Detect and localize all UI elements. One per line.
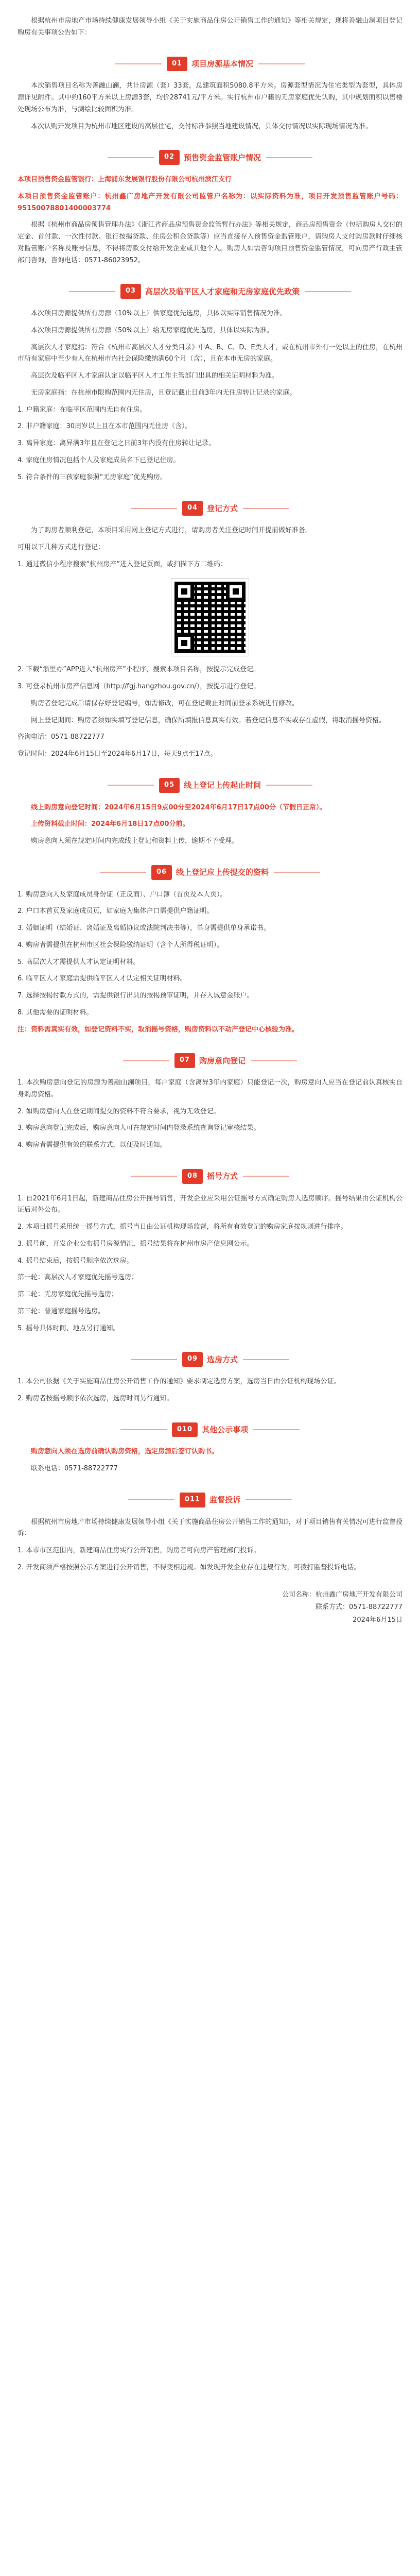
paragraph: 第一轮：高层次人才家庭优先摇号选房； <box>18 1274 138 1282</box>
list-item: 5. 符合条件的三孩家庭参照“无房家庭”优先购房。 <box>18 473 167 481</box>
section-badge: 08 <box>182 1169 203 1184</box>
divider <box>243 1176 289 1177</box>
materials-note: 注：资料需真实有效，如登记资料不实，取消摇号资格，购房资料以不动产登记中心核验为准。 <box>18 1025 299 1033</box>
contact-phone: 联系电话：0571-88722777 <box>31 1465 118 1472</box>
paragraph: 1. 本市市区范围内，新建商品住房实行公开销售，购房者可向房产管理部门投诉。 <box>18 1547 260 1554</box>
online-register-time: 线上购房意向登记时间：2024年6月15日9点00分至2024年6月17日17点00分（节假日正常）。 <box>31 803 326 811</box>
paragraph: 3. 摇号前，开发企业公布摇号房源情况，摇号结果将在杭州市房产信息网公示。 <box>18 1240 254 1248</box>
section-badge: 01 <box>167 57 187 72</box>
paragraph: 第三轮：普通家庭摇号选房。 <box>18 1307 105 1315</box>
section-badge: 09 <box>182 1352 203 1367</box>
section-10-header <box>18 1422 402 1437</box>
divider <box>131 1359 177 1360</box>
materials-list <box>18 889 402 1019</box>
section-3-header <box>18 284 402 299</box>
divider <box>243 1359 289 1360</box>
qr-finder-icon <box>174 582 194 601</box>
divider <box>108 157 154 158</box>
consult-phone: 咨询电话：0571-88722777 <box>18 733 104 741</box>
paragraph: 2. 下载“浙里办”APP进入“杭州房产”小程序，搜索本项目名称，按提示完成登记。 <box>18 666 260 674</box>
company-phone: 联系方式：0571-88722777 <box>316 1603 402 1612</box>
list-item: 8. 其他需要的证明材料。 <box>18 1008 93 1016</box>
intro-paragraph: 根据杭州市房地产市场持续健康发展领导小组《关于实施商品住房公开销售工作的通知》等相关规定，现将善融山澜项目登记购房有关事项公告如下： <box>18 17 402 37</box>
section-8-header <box>18 1169 402 1184</box>
section-badge: 011 <box>180 1493 205 1507</box>
list-item: 7. 选择按揭付款方式的，需提供银行出具的按揭预审证明，并存入诚意金账户。 <box>18 992 254 999</box>
paragraph: 2. 开发商须严格按照公示方案进行公开销售，不得变相违规。如发现开发企业存在违规行为，可拨打监督投诉电话。 <box>18 1563 361 1571</box>
divider <box>69 291 115 292</box>
paragraph: 1. 自2021年6月1日起，新建商品住房公开摇号销售，开发企业应采用公证摇号方式确定购房人选房顺序。摇号结果由公证机构公证后对外公布。 <box>18 1194 402 1214</box>
section-badge: 02 <box>159 150 180 165</box>
list-item: 6. 临平区人才家庭需提供临平区人才认定相关证明材料。 <box>18 975 187 983</box>
divider <box>274 872 320 873</box>
paragraph: 根据杭州市房地产市场持续健康发展领导小组《关于实施商品住房公开销售工作的通知》，对于项目销售有关情况可进行监督投诉： <box>18 1518 402 1538</box>
paragraph: 本次项目房源提供所有房源（10%以上）供家庭优先选房，具体以实际销售情况为准。 <box>31 310 287 317</box>
register-time: 登记时间：2024年6月15日至2024年6月17日，每天9点至17点。 <box>18 750 217 758</box>
paragraph: 2. 本项目摇号采用统一摇号方式，摇号当日由公证机构现场监督，将所有有效登记的购房家庭按规则进行排序。 <box>18 1223 347 1231</box>
section-6-header <box>18 865 402 880</box>
divider <box>243 508 289 509</box>
divider <box>108 785 154 786</box>
section-9-header <box>18 1352 402 1367</box>
paragraph: 本次认购开发项目为杭州市地区建设的高层住宅，交付标准参照当地建设情况，具体交付情况以实际现场情况为准。 <box>31 122 373 130</box>
divider <box>266 157 312 158</box>
condition-list <box>18 404 402 484</box>
qr-finder-icon <box>226 582 246 601</box>
section-title: 线上登记应上传提交的资料 <box>176 868 269 877</box>
section-badge: 06 <box>151 865 172 880</box>
section-2-header <box>18 150 402 165</box>
list-item: 3. 离异家庭：离异满3年且在登记之日前3年内没有住房转让记录。 <box>18 439 216 447</box>
section-5-header <box>18 778 402 793</box>
paragraph: 3. 购房意向登记完成后，购房意向人可在规定时间内登录系统查询登记审核结果。 <box>18 1124 260 1132</box>
divider <box>253 1429 300 1430</box>
footer <box>18 1589 402 1626</box>
paragraph: 4. 摇号结束后，按摇号顺序依次选房。 <box>18 1257 133 1265</box>
bank-name: 本项目预售资金监管银行：上海浦东发展银行股份有限公司杭州滨江支行 <box>18 176 232 183</box>
paragraph: 2. 购房者按摇号顺序依次选房，选房时间另行通知。 <box>18 1394 173 1402</box>
qr-finder-icon <box>174 633 194 653</box>
divider <box>100 872 146 873</box>
section-badge: 010 <box>172 1422 198 1437</box>
divider <box>128 1499 174 1500</box>
paragraph: 5. 摇号具体时间、地点另行通知。 <box>18 1324 120 1332</box>
paragraph: 可用以下几种方式进行登记： <box>18 543 105 551</box>
paragraph: 无房家庭指：在杭州市限购范围内无住房，且登记截止日前3年内无住房转让记录的家庭。 <box>31 388 296 397</box>
divider <box>115 63 162 64</box>
list-item: 5. 高层次人才需提供人才认定证明材料。 <box>18 958 140 966</box>
paragraph: 本次项目房源提供所有房源（50%以上）给无房家庭优先选房，具体以实际为准。 <box>31 326 273 334</box>
paragraph: 购房者登记完成后请保存好登记编号，如需修改，可在登记截止时间前登录系统进行修改。 <box>31 699 299 707</box>
section-title: 项目房源基本情况 <box>191 59 254 69</box>
list-item: 2. 非户籍家庭：30周岁以上且在本市范围内无住房（含）。 <box>18 422 192 431</box>
section-1-header <box>18 57 402 72</box>
section-title: 登记方式 <box>207 503 238 513</box>
divider <box>251 1060 297 1061</box>
qr-code-icon[interactable] <box>171 579 249 656</box>
divider <box>120 1429 167 1430</box>
section-badge: 07 <box>174 1053 195 1068</box>
paragraph: 购房意向人须在选房前确认购房资格，选定房源后签订认购书。 <box>31 1448 219 1456</box>
divider <box>305 291 351 292</box>
paragraph: 1. 本次购房意向登记的房源为善融山澜项目，每户家庭（含离异3年内家庭）只能登记一次，购房意向人应当在登记前认真核实自身购房资格。 <box>18 1079 402 1098</box>
divider <box>131 1176 177 1177</box>
section-title: 监督投诉 <box>209 1495 241 1504</box>
divider <box>123 1060 169 1061</box>
section-badge: 04 <box>182 501 203 516</box>
section-11-header <box>18 1493 402 1507</box>
upload-deadline: 上传资料截止时间：2024年6月18日17点00分前。 <box>31 820 189 828</box>
publish-date: 2024年6月15日 <box>353 1616 402 1624</box>
divider <box>258 63 305 64</box>
section-4-header <box>18 501 402 516</box>
section-title: 摇号方式 <box>207 1172 238 1181</box>
paragraph: 4. 购房者需提供有效的联系方式，以便及时通知。 <box>18 1141 167 1149</box>
paragraph: 高层次及临平区人才家庭认定以临平区人才工作主管部门出具的相关证明材料为准。 <box>31 372 279 380</box>
list-item: 3. 婚姻证明（结婚证、离婚证及离婚协议或法院判决书等），单身需提供单身承诺书。 <box>18 924 271 932</box>
list-item: 4. 购房者需提供在杭州市区社会保险缴纳证明（含个人所得税证明）。 <box>18 941 224 949</box>
bank-account: 本项目预售资金监管账户：杭州鑫广房地产开发有限公司监管户名称为：以实际资料为准，项目开发预售监管账户号码：95150078801400003774 <box>18 192 402 212</box>
section-badge: 03 <box>120 284 141 299</box>
list-item: 2. 户口本首页及家庭成员页，如家庭为集体户口需提供户籍证明。 <box>18 907 214 916</box>
paragraph: 网上登记期间：购房者须如实填写登记信息，确保所填报信息真实有效。若登记信息不实或存在虚假，将取消摇号资格。 <box>31 716 386 724</box>
divider <box>246 1499 292 1500</box>
section-title: 线上登记上传起止时间 <box>184 781 261 790</box>
section-title: 选房方式 <box>207 1354 238 1364</box>
paragraph: 1. 本公司依据《关于实施商品住房公开销售工作的通知》要求制定选房方案，选房当日由公证机构现场公证。 <box>18 1378 341 1385</box>
paragraph: 2. 如购房意向人在登记期间提交的资料不符合要求，视为无效登记。 <box>18 1107 220 1115</box>
paragraph: 本次销售项目名称为善融山澜，共计房源（套）33套，总建筑面积5080.8平方米。房源套型情况为住宅类型为套型，具体房源详见附件。其中约160平方米以上房源3套，均价28741元/平方米。实行杭州市户籍的无房家庭优先认购，其中规划面积以售楼处现场公布为准，与测绘比较面积为准。 <box>18 82 402 113</box>
section-title: 高层次及临平区人才家庭和无房家庭优先政策 <box>145 286 300 296</box>
paragraph: 高层次人才家庭指：符合《杭州市高层次人才分类目录》中A、B、C、D、E类人才，或在杭州市外有一处以上的住房，在杭州市所有家庭中至少有人在杭州市内社会保险缴纳满60个月（含），且在本市无房的家庭。 <box>18 343 402 363</box>
paragraph: 为了购房者顺利登记，本项目采用网上登记方式进行，请购房者关注登记时间并提前做好准备。 <box>31 527 312 534</box>
qr-code-wrapper <box>18 579 402 656</box>
paragraph: 第二轮：无房家庭优先摇号选房； <box>18 1291 118 1298</box>
divider <box>131 508 177 509</box>
paragraph: 根据《杭州市商品房预售管理办法》《浙江省商品房预售资金监管暂行办法》等相关规定，商品房预售资金（包括购房人交付的定金、首付款、一次性付款、银行按揭贷款、住房公积金贷款等）应当直接存入预售资金监管账户，请购房人支付购房款时仔细核对监管账户名称及账号信息，不得将房款交付给开发企业或其他个人。购房人如需咨询项目预售资金监管情况，可向房产行政主管部门咨询，咨询电话：0571-86023952。 <box>18 221 402 264</box>
list-item: 4. 家庭住房情况包括个人及家庭成员名下已登记住房。 <box>18 456 180 464</box>
section-title: 购房意向登记 <box>199 1056 246 1065</box>
section-7-header <box>18 1053 402 1068</box>
paragraph: 3. 可登录杭州市房产信息网（http://fgj.hangzhou.gov.cn/），按提示进行登记。 <box>18 683 260 690</box>
divider <box>266 785 312 786</box>
section-badge: 05 <box>159 778 180 793</box>
list-item: 1. 户籍家庭：在临平区范围内无自有住房。 <box>18 405 147 414</box>
section-title: 预售资金监管账户情况 <box>184 152 261 162</box>
paragraph: 1. 通过微信小程序搜索“杭州房产”进入登记页面，或扫描下方二维码： <box>18 560 227 568</box>
paragraph: 购房意向人须在规定时间内完成线上登记和资料上传，逾期不予受理。 <box>31 837 239 845</box>
section-title: 其他公示事项 <box>202 1425 249 1434</box>
company-name: 公司名称：杭州鑫广房地产开发有限公司 <box>282 1590 402 1599</box>
list-item: 1. 购房意向人及家庭成员身份证（正反面）、户口簿（首页及本人页）。 <box>18 890 227 899</box>
